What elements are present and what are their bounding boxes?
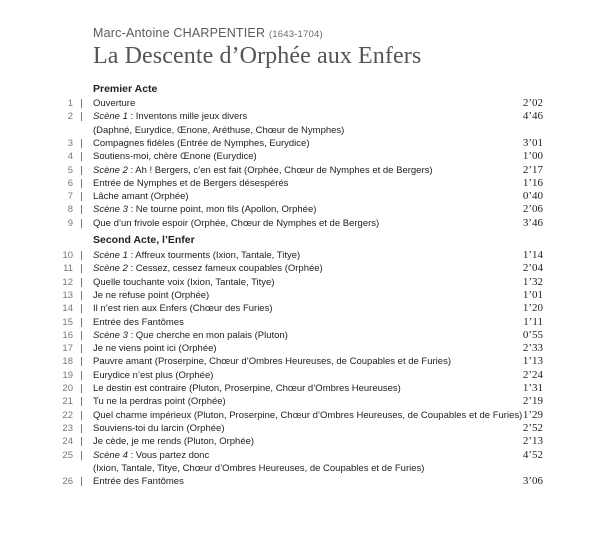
track-row [0, 435, 599, 448]
track-title-text: : Ne tourne point, mon fils (Apollon, Orphée) [127, 204, 317, 216]
separator-bar [81, 344, 82, 353]
track-title-text: Entrée de Nymphes et de Bergers désespérés [93, 177, 289, 189]
track-duration: 1’11 [523, 315, 543, 328]
separator-bar [81, 304, 82, 313]
track-row [0, 302, 599, 315]
track-title-text: Quel charme impérieux (Pluton, Proserpine, Chœur d’Ombres Heureuses, de Coupables et de Furies) [93, 409, 523, 421]
separator-bar [81, 219, 82, 228]
track-duration: 2’52 [522, 421, 543, 434]
track-title-text: : Cessez, cessez fameux coupables (Orphée) [127, 263, 323, 275]
track-duration: 2’24 [522, 368, 543, 381]
track-duration: 1’13 [522, 355, 543, 368]
track-number: 20 [62, 383, 73, 394]
track-duration: 2’19 [522, 395, 543, 408]
scene-label: Scène 1 [93, 111, 128, 123]
separator-bar [81, 437, 82, 446]
track-title [93, 355, 513, 368]
track-title [93, 289, 513, 302]
track-title [93, 249, 513, 262]
track-duration: 3’46 [522, 216, 543, 229]
track-title-text: Je ne refuse point (Orphée) [93, 289, 210, 301]
track-row [0, 177, 599, 190]
track-title [93, 97, 513, 110]
track-title [93, 276, 513, 289]
track-number: 19 [62, 369, 73, 381]
track-title [93, 342, 513, 355]
track-duration: 2’17 [522, 163, 543, 176]
track-title-text: Entrée des Fantômes [93, 316, 184, 328]
separator-bar [81, 384, 82, 393]
track-title [93, 449, 513, 462]
track-title [93, 262, 513, 275]
separator-bar [81, 264, 82, 273]
track-row [0, 203, 599, 216]
act-heading: Premier Acte [93, 83, 158, 95]
track-number: 18 [62, 356, 73, 368]
track-row [0, 409, 599, 422]
scene-label: Scène 2 [93, 164, 128, 176]
track-duration: 1’14 [522, 249, 543, 261]
track-title-text: Je ne viens point ici (Orphée) [93, 343, 217, 355]
track-title-text: Le destin est contraire (Pluton, Proserpine, Chœur d’Ombres Heureuses) [93, 383, 401, 394]
composer-line [93, 26, 323, 40]
composer-dates: (1643-1704) [268, 29, 323, 40]
track-row [0, 97, 599, 110]
separator-bar [81, 251, 82, 260]
track-duration: 2’06 [522, 203, 543, 216]
track-title [93, 190, 513, 203]
track-title-text: Que d’un frivole espoir (Orphée, Chœur de Nymphes et de Bergers) [93, 217, 380, 229]
separator-bar [81, 278, 82, 287]
track-title-text: Lâche amant (Orphée) [93, 191, 189, 203]
track-number: 23 [62, 422, 73, 434]
separator-bar [81, 331, 82, 340]
track-row [0, 449, 599, 462]
track-duration: 2’33 [522, 342, 543, 355]
track-title [93, 369, 513, 382]
track-number: 21 [62, 396, 73, 408]
separator-bar [81, 424, 82, 433]
track-title-text: Entrée des Fantômes [93, 476, 184, 488]
track-number: 22 [62, 409, 73, 421]
track-title [93, 177, 513, 190]
track-row [0, 369, 599, 382]
track-duration: 1’20 [522, 302, 543, 315]
separator-bar [81, 357, 82, 366]
scene-label: Scène 3 [93, 204, 128, 216]
separator-bar [81, 371, 82, 380]
track-number: 11 [63, 263, 73, 275]
track-title-text: Ouverture [93, 98, 136, 109]
track-number: 10 [62, 250, 73, 261]
track-row [0, 249, 599, 262]
track-performers: (Ixion, Tantale, Titye, Chœur d’Ombres Heureuses, de Coupables et de Furies) [93, 462, 425, 474]
separator-bar [81, 152, 82, 161]
track-duration: 3’06 [522, 475, 543, 488]
track-row [0, 276, 599, 289]
track-number: 8 [67, 204, 73, 216]
scene-label: Scène 3 [93, 329, 128, 341]
track-duration: 1’29 [522, 408, 543, 421]
track-row [0, 262, 599, 275]
track-title [93, 164, 513, 177]
track-row [0, 382, 599, 395]
track-performers: (Daphné, Eurydice, Œnone, Aréthuse, Chœur de Nymphes) [93, 124, 345, 136]
track-duration: 1’01 [522, 288, 543, 301]
track-title [93, 150, 513, 163]
track-duration: 2’02 [522, 97, 543, 109]
track-title [93, 475, 513, 488]
track-number: 24 [62, 436, 73, 448]
track-title [93, 435, 513, 448]
track-title-text: Souviens-toi du larcin (Orphée) [93, 422, 225, 434]
track-title-text: Compagnes fidèles (Entrée de Nymphes, Eurydice) [93, 137, 310, 149]
track-duration: 2’13 [522, 435, 543, 448]
scene-label: Scène 1 [93, 250, 128, 261]
track-row [0, 190, 599, 203]
separator-bar [81, 397, 82, 406]
track-row [0, 422, 599, 435]
track-title-text: Tu ne la perdras point (Orphée) [93, 396, 226, 408]
track-title-text: Soutiens-moi, chère Œnone (Eurydice) [93, 151, 257, 163]
track-title-text: Eurydice n’est plus (Orphée) [93, 369, 214, 381]
track-number: 9 [67, 217, 73, 229]
track-title-text: : Ah ! Bergers, c’en est fait (Orphée, Chœur de Nymphes et de Bergers) [127, 164, 433, 176]
track-title [93, 329, 513, 342]
track-title [93, 422, 513, 435]
separator-bar [81, 192, 82, 201]
track-title-text: : Vous partez donc [127, 449, 210, 461]
separator-bar [81, 139, 82, 148]
track-number: 14 [62, 303, 73, 315]
track-number: 3 [67, 137, 73, 149]
track-duration: 0’55 [522, 328, 543, 341]
separator-bar [81, 451, 82, 460]
track-number: 12 [62, 276, 73, 288]
separator-bar [81, 179, 82, 188]
separator-bar [81, 99, 82, 108]
separator-bar [81, 205, 82, 214]
track-duration: 2’04 [522, 262, 543, 275]
track-title-text: : Que cherche en mon palais (Pluton) [127, 329, 288, 341]
track-duration: 1’00 [522, 150, 543, 163]
track-duration: 3’01 [522, 136, 543, 149]
work-title: La Descente d’Orphée aux Enfers [93, 43, 422, 69]
track-row [0, 150, 599, 163]
track-row [0, 395, 599, 408]
track-duration: 0’40 [522, 190, 543, 203]
track-row [0, 355, 599, 368]
track-row [0, 475, 599, 488]
separator-bar [81, 166, 82, 175]
track-number: 13 [62, 289, 73, 301]
track-title [93, 395, 513, 408]
separator-bar [81, 291, 82, 300]
track-duration: 1’16 [522, 176, 543, 189]
track-number: 16 [62, 329, 73, 341]
track-title [93, 316, 513, 329]
track-title-text: Quelle touchante voix (Ixion, Tantale, Titye) [93, 276, 275, 288]
track-row [0, 217, 599, 230]
track-number: 7 [67, 191, 73, 203]
track-title [93, 110, 513, 123]
track-number: 25 [62, 449, 73, 461]
track-row [0, 137, 599, 150]
track-title-text: Pauvre amant (Proserpine, Chœur d’Ombres Heureuses, de Coupables et de Furies) [93, 356, 451, 368]
track-row [0, 342, 599, 355]
track-title [93, 203, 513, 216]
scene-label: Scène 4 [93, 449, 128, 461]
separator-bar [81, 112, 82, 121]
scene-label: Scène 2 [93, 263, 128, 275]
track-row [0, 289, 599, 302]
track-title-text: : Affreux tourments (Ixion, Tantale, Titye) [127, 250, 301, 261]
track-title-text: Il n’est rien aux Enfers (Chœur des Furies) [93, 303, 273, 315]
track-number: 2 [67, 111, 73, 123]
track-title [93, 217, 513, 230]
track-row [0, 316, 599, 329]
separator-bar [81, 318, 82, 327]
track-duration: 4’46 [522, 110, 543, 123]
separator-bar [81, 477, 82, 486]
track-row [0, 164, 599, 177]
track-row [0, 110, 599, 123]
track-title-text: Je cède, je me rends (Pluton, Orphée) [93, 436, 255, 448]
track-title [93, 382, 513, 395]
track-title [93, 409, 523, 422]
track-duration: 1’31 [522, 382, 543, 394]
track-row [0, 329, 599, 342]
track-title [93, 137, 513, 150]
track-title-text: : Inventons mille jeux divers [127, 111, 248, 123]
track-number: 4 [67, 151, 73, 163]
track-number: 26 [62, 476, 73, 488]
track-number: 5 [67, 164, 73, 176]
track-number: 17 [62, 343, 73, 355]
act-heading: Second Acte, l’Enfer [93, 234, 195, 246]
track-number: 6 [67, 177, 73, 189]
track-duration: 1’32 [522, 275, 543, 288]
separator-bar [81, 411, 82, 420]
composer-name: Marc-Antoine CHARPENTIER [93, 26, 266, 40]
track-duration: 4’52 [522, 448, 543, 461]
track-number: 15 [62, 316, 73, 328]
track-title [93, 302, 513, 315]
track-number: 1 [67, 98, 73, 109]
